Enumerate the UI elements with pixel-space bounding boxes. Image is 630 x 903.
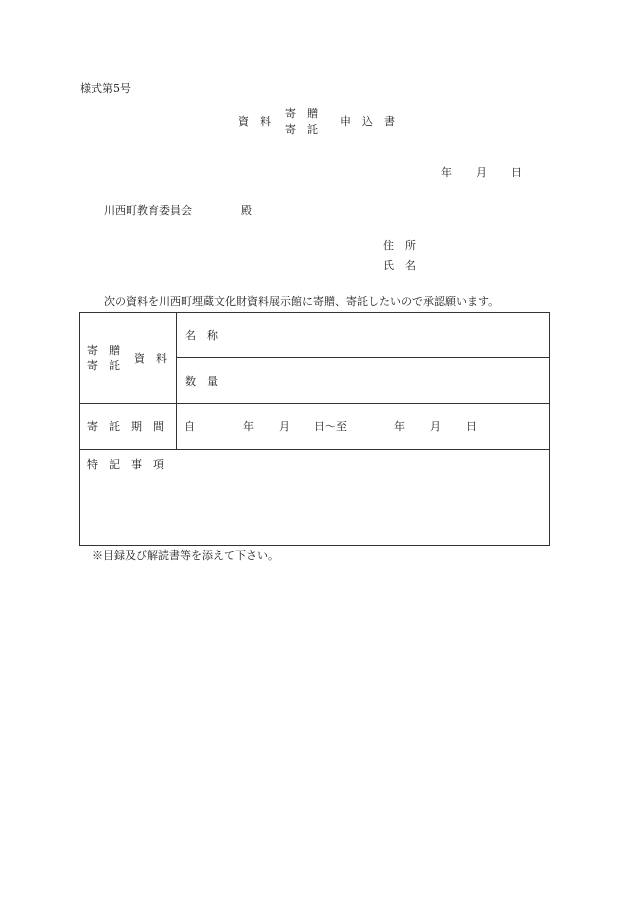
applicant-name-label: 氏 名	[383, 259, 416, 272]
period-month-2: 月	[430, 420, 441, 433]
date-year: 年	[441, 166, 452, 179]
table-divider-name-quantity	[176, 357, 550, 358]
addressee-name: 川西町教育委員会	[104, 204, 192, 217]
addressee-honorific: 殿	[241, 204, 252, 217]
period-day-2: 日	[466, 420, 477, 433]
remarks-label: 特 記 事 項	[87, 458, 164, 471]
period-year-1: 年	[243, 420, 254, 433]
title-part1: 資 料	[238, 115, 271, 128]
footnote: ※目録及び解読書等を添えて下さい。	[92, 549, 279, 562]
material-label-bottom: 寄 託	[87, 359, 120, 372]
name-label: 名 称	[185, 329, 218, 342]
period-label: 寄 託 期 間	[87, 420, 164, 433]
date-day: 日	[511, 166, 522, 179]
applicant-address-label: 住 所	[383, 239, 416, 252]
intro-text: 次の資料を川西町埋蔵文化財資料展示館に寄贈、寄託したいので承認願います。	[104, 295, 500, 308]
table-divider-period-remarks	[80, 449, 549, 450]
material-label-top: 寄 贈	[87, 344, 120, 357]
application-table	[79, 312, 550, 546]
period-month-1: 月	[279, 420, 290, 433]
date-month: 月	[476, 166, 487, 179]
period-from: 自	[184, 420, 195, 433]
title-part2: 申 込 書	[340, 115, 395, 128]
period-year-2: 年	[394, 420, 405, 433]
period-day-1-to: 日〜至	[314, 420, 347, 433]
table-divider-quantity-period	[80, 403, 549, 404]
title-stack-top: 寄 贈	[285, 107, 318, 120]
material-label-side: 資 料	[134, 352, 167, 365]
table-divider-vertical-2	[176, 403, 177, 449]
form-number: 様式第5号	[80, 82, 131, 95]
quantity-label: 数 量	[185, 375, 218, 388]
title-stack-bottom: 寄 託	[285, 123, 318, 136]
